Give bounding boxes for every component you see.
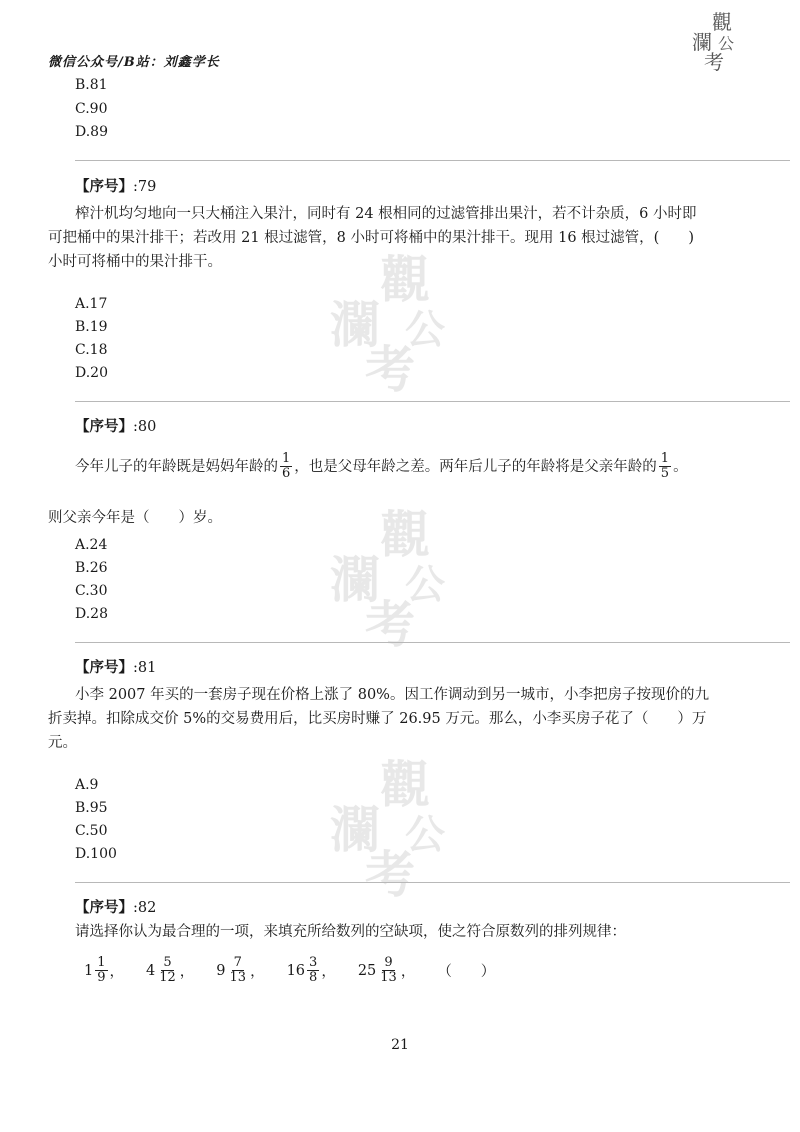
option: A.9 xyxy=(75,777,99,793)
question-text: 今年儿子的年龄既是妈妈年龄的 $\frac{1}{6}$ ，也是父母年龄之差。两年后儿子的年龄将是父亲年龄的 $\frac{1}{5}$ 。 xyxy=(75,451,688,481)
question-header: 【序号】:82 xyxy=(75,899,157,916)
option: B.26 xyxy=(75,560,108,576)
page-number: 21 xyxy=(391,1037,409,1053)
option: C.18 xyxy=(75,342,108,358)
question-text: 折卖掉。扣除成交价 5%的交易费用后，比买房时赚了 26.95 万元。那么，小李买房子花了（ ）万 元。 xyxy=(48,711,707,751)
sequence-item: 4 $\frac{5}{12}$ ， xyxy=(146,955,195,985)
question-header: 【序号】:81 xyxy=(75,659,157,676)
option: D.20 xyxy=(75,365,108,381)
divider xyxy=(75,401,790,402)
logo-char: 瀾 xyxy=(692,30,712,54)
divider xyxy=(75,160,790,161)
question-text: 请选择你认为最合理的一项，来填充所给数列的空缺项，使之符合原数列的排列规律： xyxy=(75,924,626,940)
divider xyxy=(75,642,790,643)
option: B.81 xyxy=(75,77,108,93)
question-header: 【序号】:79 xyxy=(75,178,157,195)
watermark: 觀 瀾 公 考 xyxy=(330,505,445,654)
question-header: 【序号】:80 xyxy=(75,418,157,435)
option: A.24 xyxy=(75,537,108,553)
option: A.17 xyxy=(75,296,108,312)
option: C.30 xyxy=(75,583,108,599)
option: C.90 xyxy=(75,101,108,117)
divider xyxy=(75,882,790,883)
sequence-item: 9 $\frac{7}{13}$ ， xyxy=(216,955,265,985)
option: D.100 xyxy=(75,846,117,862)
header-text: 微信公众号/B站：刘鑫学长 xyxy=(48,55,220,70)
sequence-item: 1 $\frac{1}{9}$ ， xyxy=(84,955,125,985)
sequence-item: 16 $\frac{3}{8}$ ， xyxy=(286,955,336,985)
sequence-item: 25 $\frac{9}{13}$ ， xyxy=(357,955,416,985)
logo-char: 公 xyxy=(718,34,735,53)
logo-char: 觀 xyxy=(712,10,732,34)
option: B.19 xyxy=(75,319,108,335)
number-sequence xyxy=(84,956,517,985)
question-text: 则父亲今年是（ ）岁。 xyxy=(48,510,222,526)
watermark: 觀 瀾 公 考 xyxy=(330,755,445,904)
question-text: 小李 2007 年买的一套房子现在价格上涨了 80%。因工作调动到另一城市，小李把房子按现价的九 xyxy=(75,687,709,703)
fraction: $\frac{1}{6}$ xyxy=(282,451,291,481)
fraction: $\frac{1}{5}$ xyxy=(660,451,670,481)
question-text: 榨汁机均匀地向一只大桶注入果汁，同时有 24 根相同的过滤管排出果汁，若不计杂质，6 小时即 xyxy=(75,206,697,222)
logo-char: 考 xyxy=(704,50,724,74)
watermark: 觀 瀾 公 考 xyxy=(330,250,445,399)
answer-blank: （ ） xyxy=(437,964,496,980)
option: C.50 xyxy=(75,823,108,839)
option: D.89 xyxy=(75,124,108,140)
logo xyxy=(692,12,748,74)
question-text: 可把桶中的果汁排干；若改用 21 根过滤管，8 小时可将桶中的果汁排干。现用 16 根过滤管，( ) 小时可将桶中的果汁排干。 xyxy=(48,230,694,270)
option: B.95 xyxy=(75,800,108,816)
option: D.28 xyxy=(75,606,108,622)
